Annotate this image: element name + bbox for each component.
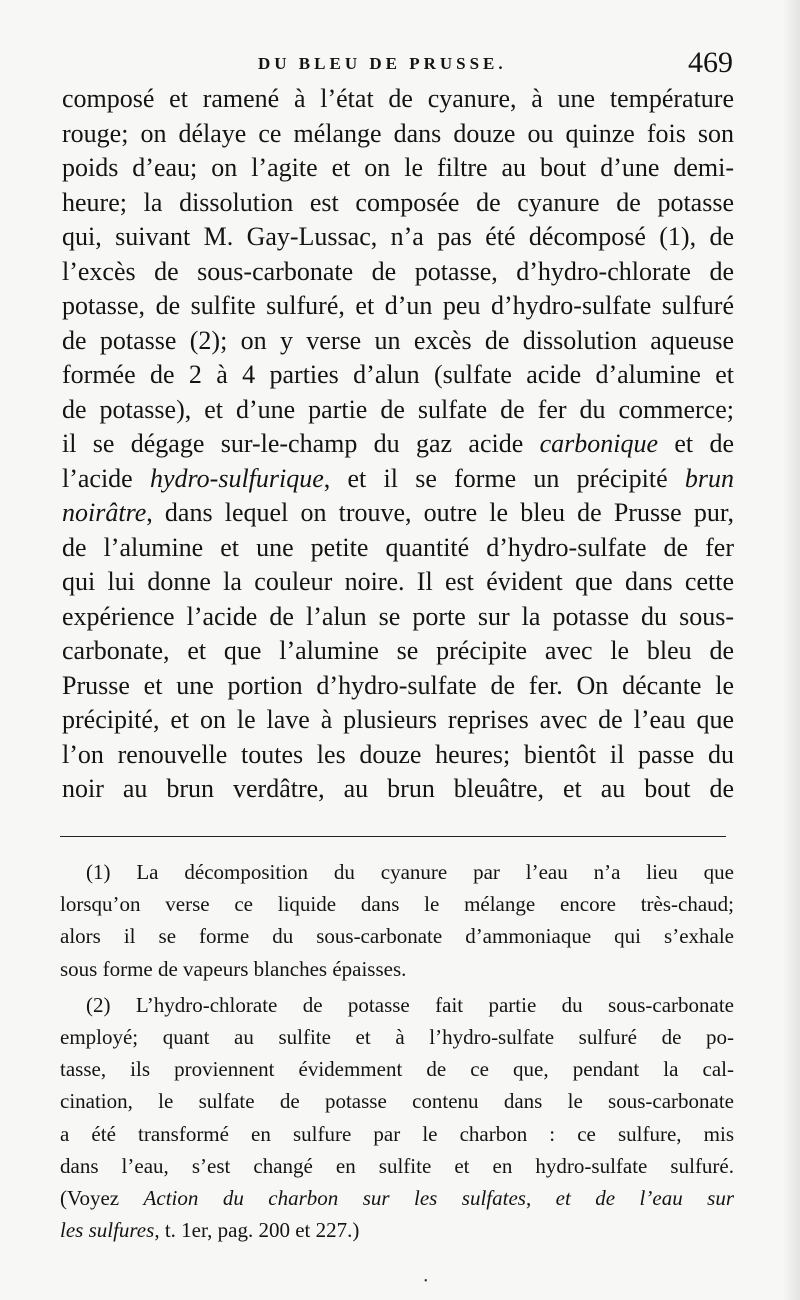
text-line: précipité, et on le lave à plusieurs reprises avec de l’eau que [62,705,734,734]
text-run: l’acide [62,463,150,493]
text-line: qui lui donne la couleur noire. Il est évident que dans cette [62,567,734,596]
text-line: qui, suivant M. Gay-Lussac, n’a pas été décomposé (1), de [62,222,734,251]
footnote-line: tasse, ils proviennent évidemment de ce que, pendant la cal- [60,1057,734,1082]
printer-mark-dot: • [424,1276,428,1287]
footnote-line: dans l’eau, s’est changé en sulfite et en hydro-sulfate sulfuré. [60,1153,734,1178]
italic-run: carbonique [539,429,659,458]
text-line [62,496,734,531]
text-line: rouge; on délaye ce mélange dans douze ou quinze fois son [62,118,734,148]
italic-run: hydro-sulfurique [149,463,324,493]
text-run: , t. 1er, pag. 200 et 227.) [154,1218,360,1243]
text-run: (Voyez [60,1185,144,1210]
text-line: heure; la dissolution est composée de cyanure de potasse [62,187,734,217]
text-run: , et il se forme un précipité [323,463,685,493]
text-run: , dans lequel on trouve, outre le bleu de Prusse pur, [146,498,734,527]
text-line: de potasse), et d’une partie de sulfate de fer du commerce; [62,394,734,424]
text-run: et de [658,429,734,458]
italic-run: Action du charbon sur les sulfates [143,1185,526,1210]
text-line: formée de 2 à 4 parties d’alun (sulfate acide d’alumine et [62,360,734,389]
text-line: Prusse et une portion d’hydro-sulfate de fer. On décante le [62,670,734,700]
text-run: il se dégage sur-le-champ du gaz acide [62,429,540,458]
footnote-line: alors il se forme du sous-carbonate d’ammoniaque qui s’exhale [60,924,734,949]
footnote-line: sous forme de vapeurs blanches épaisses. [60,956,407,981]
footnote-2 [60,989,734,1247]
italic-run: et de l’eau sur [555,1185,734,1210]
running-title: DU BLEU DE PRUSSE. [258,54,507,73]
page-number: 469 [688,46,733,79]
italic-run: brun [684,463,734,493]
footnote-separator-rule [60,836,726,837]
running-head [0,46,800,80]
text-line: de potasse (2); on y verse un excès de dissolution aqueuse [62,325,734,355]
text-line: poids d’eau; on l’agite et on le filtre au bout d’une demi- [62,153,734,182]
text-line: potasse, de sulfite sulfuré, et d’un peu d’hydro-sulfate sulfuré [62,291,734,320]
text-line: l’excès de sous-carbonate de potasse, d’hydro-chlorate de [62,256,734,286]
footnote-line: cination, le sulfate de potasse contenu dans le sous-carbonate [60,1089,734,1114]
text-line [62,427,734,462]
text-line: carbonate, et que l’alumine se précipite avec le bleu de [62,636,734,665]
footnote-line: (1) La décomposition du cyanure par l’eau n’a lieu que [86,860,734,884]
text-line: l’on renouvelle toutes les douze heures; bientôt il passe du [62,739,734,769]
footnote-line [60,1214,734,1246]
text-run: , [525,1185,556,1210]
italic-run: noirâtre [62,498,147,527]
text-line: noir au brun verdâtre, au brun bleuâtre, et au bout de [62,774,734,803]
main-text-block [62,82,734,807]
footnote-line: (2) L’hydro-chlorate de potasse fait partie du sous-carbonate [86,992,734,1017]
text-line: de l’alumine et une petite quantité d’hydro-sulfate de fer [62,532,734,562]
italic-run: les sulfures [60,1218,155,1243]
text-line [62,462,734,497]
footnote-line: employé; quant au sulfite et à l’hydro-sulfate sulfuré de po- [60,1024,734,1049]
footnotes-block [60,856,734,1250]
footnote-line [60,1182,734,1214]
footnote-line: a été transformé en sulfure par le charbon : ce sulfure, mis [60,1121,734,1146]
text-line: composé et ramené à l’état de cyanure, à une température [62,84,734,113]
footnote-1 [60,856,734,985]
text-line: expérience l’acide de l’alun se porte sur la potasse du sous- [62,601,734,631]
footnote-line: lorsqu’on verse ce liquide dans le mélange encore très-chaud; [60,892,734,917]
page-edge-shadow [782,0,800,1300]
